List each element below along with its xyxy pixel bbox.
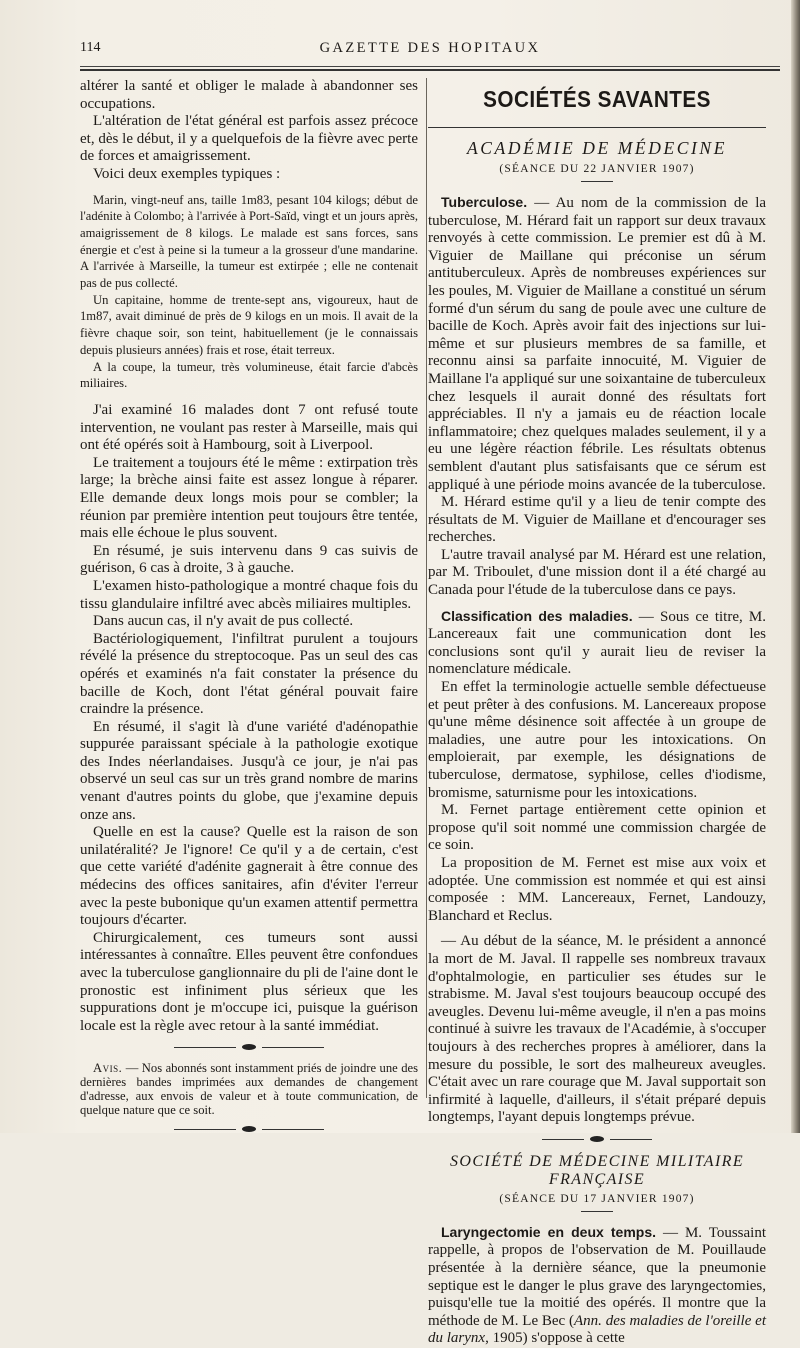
- topic-text: , 1905) s'oppose à cette: [485, 1330, 625, 1347]
- ornament-divider: [174, 1125, 324, 1135]
- topic-text: — M. Toussaint rappelle, à propos de l'observation de M. Pouillaude présentée à la dernière séance, que la pneumonie septique est le danger le plus grave des laryngectomies, puisqu'elle tue la moitié des opérés. Il montre que la méthode de M. Le Bec (: [428, 1224, 766, 1329]
- paragraph: J'ai examiné 16 malades dont 7 ont refusé toute intervention, ne voulant pas rester à Marseille, mais qui ont été opérés soit à Hambourg, soit à Liverpool.: [80, 402, 418, 454]
- session-date: (SÉANCE DU 17 JANVIER 1907): [499, 1192, 695, 1205]
- topic-heading: Laryngectomie en deux temps.: [441, 1223, 657, 1240]
- column-divider: [426, 78, 427, 1098]
- header-rule-thick: [80, 69, 780, 71]
- left-column: [80, 78, 418, 1143]
- session-date: (SÉANCE DU 22 JANVIER 1907): [499, 163, 695, 175]
- paragraph: En effet la terminologie actuelle semble défectueuse et peut prêter à des confusions. M. Lancereaux propose qu'une même désinence soit affectée à un groupe de maladies, une autre pour les intoxications. On emploierait, par exemple, les désignations de tuberculose, dermatose, syphilose, celles d'iodisme, bromisme, saturnisme pour les intoxications.: [428, 679, 766, 801]
- society-title: SOCIÉTÉ DE MÉDECINE MILITAIRE FRANÇAISE: [449, 1152, 745, 1188]
- notice: [80, 1061, 418, 1117]
- header-rule-thin: [80, 66, 780, 67]
- case-report: Un capitaine, homme de trente-sept ans, vigoureux, haut de 1m87, avait diminué de près de 9 kilogs en un mois. Il avait de la fièvre chaque soir, son teint, habituellement (je le connaissais depuis plusieurs années) frais et rose, était terreux.: [80, 292, 418, 357]
- article-paragraph: [428, 194, 766, 494]
- notice-text: — Nos abonnés sont instamment priés de joindre une des dernières bandes imprimées aux demandes de changement d'adresse, aux envois de valeur et à toute communication, de quelque nature que ce soit.: [80, 1061, 418, 1118]
- article-paragraph: [428, 608, 766, 679]
- paragraph: Voici deux exemples typiques :: [93, 165, 281, 182]
- ornament-divider: [174, 1043, 324, 1053]
- case-report: Marin, vingt-neuf ans, taille 1m83, pesant 104 kilogs; début de l'adénite à Colombo; à l'arrivée à Port-Saïd, vingt et un jours après, amaigrissement de 8 kilogs. Le malade est sans forces, sans énergie et c'est à peine si la tumeur a la grosseur d'une mandarine. A l'arrivée à Marseille, la tumeur est extirpée ; elle ne contenait pas de pus collecté.: [80, 192, 418, 291]
- case-report: A la coupe, la tumeur, très volumineuse, était farcie d'abcès miliaires.: [80, 359, 418, 391]
- paragraph: Chirurgicalement, ces tumeurs sont aussi intéressantes à connaître. Elles peuvent être confondues avec la tuberculose ganglionnaire du pli de l'aine dont le pronostic est infiniment plus sérieux que les suppurations dont je m'occupe ici, puisque la guérison locale est la règle avec retour à la santé immédiat.: [80, 929, 418, 1034]
- paragraph: — Au début de la séance, M. le président a annoncé la mort de M. Javal. Il rappelle ses nombreux travaux d'ophtalmologie, en particulier ses études sur le strabisme. M. Javal s'est toujours beaucoup occupé des aveugles. Devenu lui-même aveugle, il n'en a pas moins continué à suivre les travaux de l'Académie, à s'occuper toujours à des recherches propres à améliorer, dans la mesure du possible, le sort des malheureux aveugles. C'était avec un rare courage que M. Javal supportait son infirmité à laquelle, d'ailleurs, il s'était préparé depuis longtemps, l'ayant depuis longtemps prévue.: [428, 933, 766, 1126]
- short-rule: [581, 181, 613, 182]
- heading-rule: [428, 127, 766, 128]
- paragraph: En résumé, je suis intervenu dans 9 cas suivis de guérison, 6 cas à droite, 3 à gauche.: [80, 542, 418, 577]
- paragraph: Dans aucun cas, il n'y avait de pus collecté.: [93, 613, 354, 630]
- paragraph: M. Hérard estime qu'il y a lieu de tenir compte des résultats de M. Viguier de Maillane et d'encourager ses recherches.: [428, 494, 766, 546]
- topic-heading: Tuberculose.: [441, 194, 528, 210]
- paragraph: M. Fernet partage entièrement cette opinion et propose qu'il soit nommé une commission chargée de ce soin.: [428, 802, 766, 854]
- section-heading: SOCIÉTÉS SAVANTES: [483, 86, 711, 112]
- journal-title: GAZETTE DES HOPITAUX: [319, 40, 541, 56]
- paragraph: L'examen histo-pathologique a montré chaque fois du tissu glandulaire infiltré avec abcès miliaires multiples.: [80, 577, 418, 612]
- paragraph: altérer la santé et obliger le malade à abandonner ses occupations.: [80, 78, 418, 112]
- short-rule: [581, 1211, 613, 1212]
- paragraph: La proposition de M. Fernet est mise aux voix et adoptée. Une commission est nommée et qui est ainsi composée : MM. Lancereaux, Fernet, Landouzy, Blanchard et Reclus.: [428, 854, 766, 924]
- topic-text: — Au nom de la commission de la tuberculose, M. Hérard fait un rapport sur deux travaux renvoyés à cette commission. Le premier est dû à M. Viguier de Maillane qui préconise un sérum antituberculeux. Après de nombreuses expériences sur les poules, M. Viguier de Maillane a constitué un sérum formé d'un sérum du sang de poule avec une culture de bacille de Koch. Après avoir fait des injections sur lui-même et sur plusieurs membres de sa famille, et reconnu ainsi sa parfaite innocuité, M. Viguier de Maillane l'a appliqué sur une soixantaine de tuberculeux chez lesquels il aurait donné des résultats fort appréciables. Il n'y a jamais eu de réaction locale inflammatoire; chez quelques malades seulement, il y a eu une légère réaction fébrile. Les résultats obtenus semblent d'autant plus satisfaisants que ce sérum est appliqué à une période moins avancée de la tuberculose.: [428, 195, 767, 493]
- page-number: 114: [80, 40, 101, 55]
- paragraph: L'altération de l'état général est parfois assez précoce et, dès le début, il y a quelquefois de la fièvre avec perte de forces et amaigrissement.: [80, 113, 418, 165]
- society-title: ACADÉMIE DE MÉDECINE: [466, 138, 727, 158]
- notice-label: Avis.: [93, 1061, 123, 1076]
- page-header: [80, 40, 780, 64]
- topic-text: — Sous ce titre, M. Lancereaux fait une communication dont les conclusions sont qu'il y aurait lieu de reviser la nomenclature médicale.: [428, 608, 766, 678]
- right-column: [428, 78, 766, 1348]
- paragraph: Quelle en est la cause? Quelle est la raison de son unilatéralité? Je l'ignore! Ce qu'il y a de certain, c'est que cette variété d'adénite gagnerait à être connue des médecins des offices sanitaires, afin d'éviter l'erreur avec la peste bubonique qu'un examen attentif permettra toujours d'écarter.: [80, 824, 418, 929]
- paragraph: Le traitement a toujours été le même : extirpation très large; la brèche ainsi faite est assez longue à réparer. Elle demande deux longs mois pour se combler; la réunion par première intention peut toujours être tentée, mais elle échoue le plus souvent.: [80, 454, 418, 542]
- article-paragraph: [428, 1224, 766, 1348]
- journal-reference: Ann. des maladies de l'oreille et du larynx: [428, 1312, 766, 1347]
- page-edge-shadow: [791, 0, 800, 1133]
- ornament-divider: [542, 1135, 652, 1145]
- paragraph: L'autre travail analysé par M. Hérard est une relation, par M. Triboulet, d'une mission dont il a été chargé au Canada pour l'étude de la tuberculose dans ce pays.: [428, 546, 766, 599]
- paragraph: Bactériologiquement, l'infiltrat purulent a toujours révélé la présence du streptocoque. Pas un seul des cas opérés et examinés n'a fait constater la présence du bacille de Koch, dont l'état général pouvait faire craindre la présence.: [80, 630, 418, 718]
- topic-heading: Classification des maladies.: [441, 607, 633, 624]
- paragraph: En résumé, il s'agit là d'une variété d'adénopathie suppurée paraissant spéciale à la pathologie exotique des Indes néerlandaises. Jusqu'à ce jour, je n'ai pas observé un seul cas sur un très grand nombre de marins venant d'autres points du globe, que j'examine depuis onze ans.: [80, 718, 418, 823]
